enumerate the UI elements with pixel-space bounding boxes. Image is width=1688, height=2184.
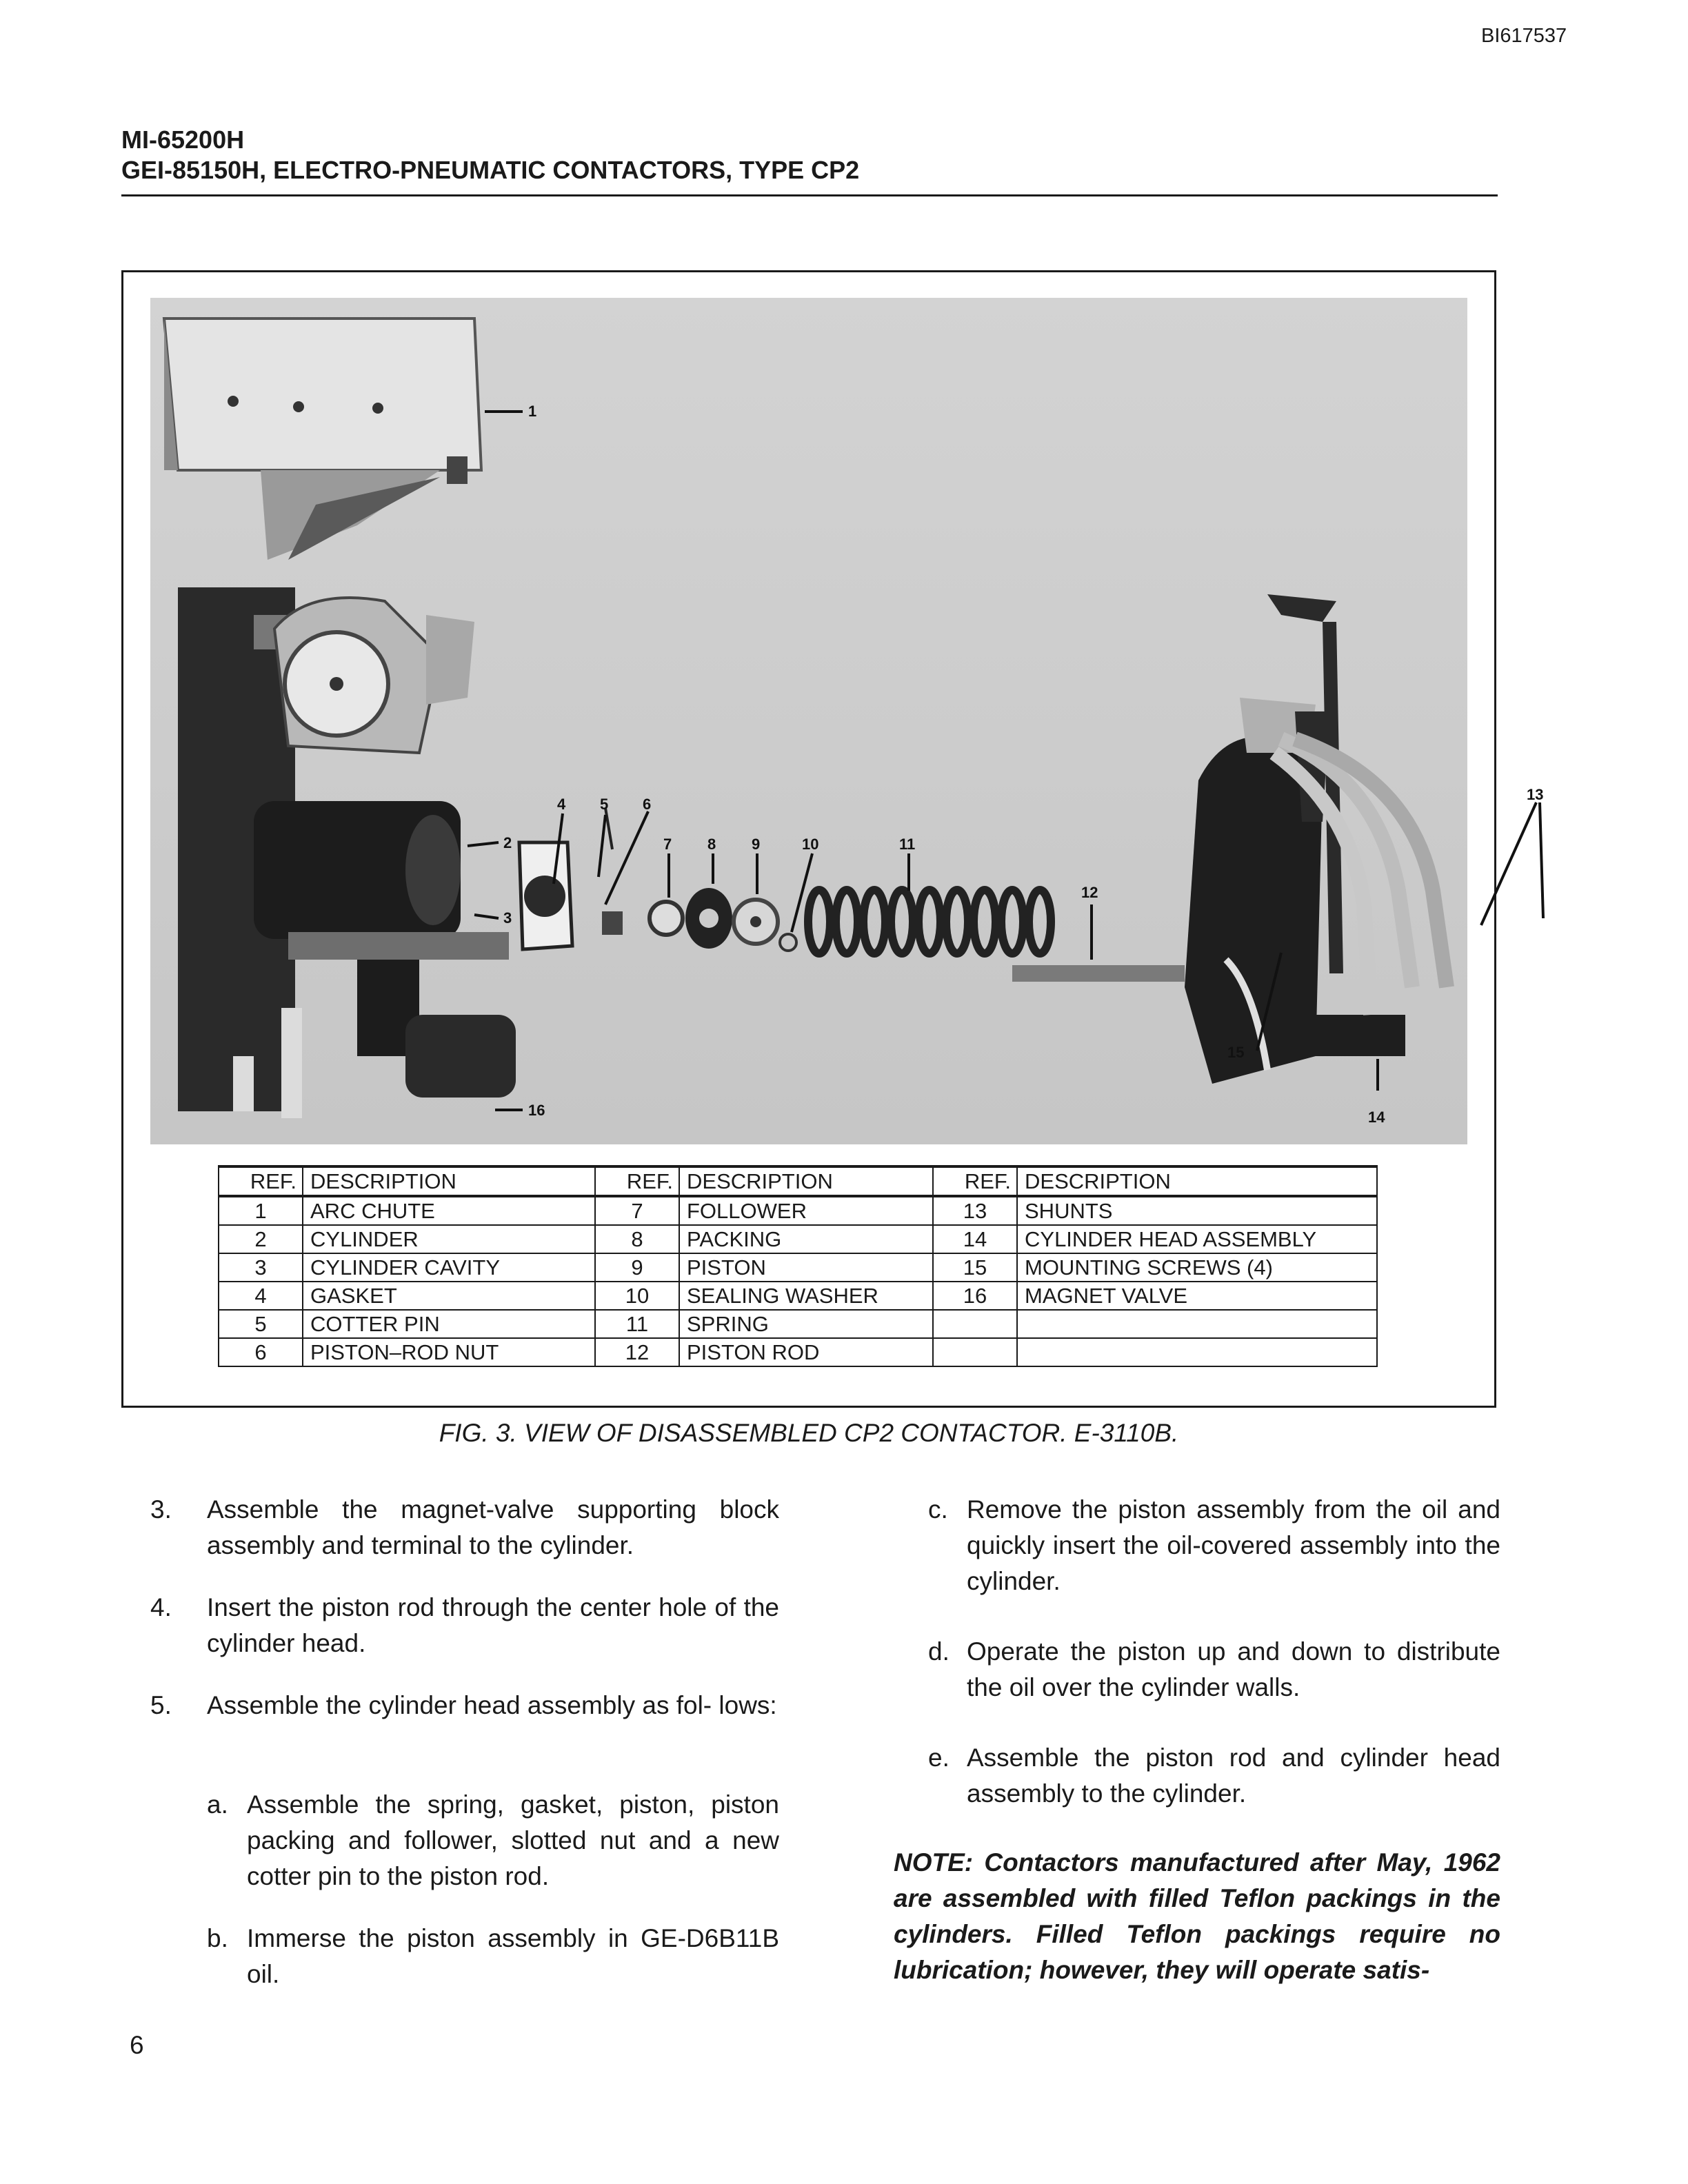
ref-cell: 1: [219, 1196, 303, 1225]
ref-cell: 15: [933, 1253, 1017, 1282]
callout-9: 9: [752, 836, 761, 853]
substep-letter: c.: [928, 1495, 948, 1524]
ref-cell: 8: [595, 1225, 679, 1253]
ref-cell: 12: [595, 1338, 679, 1366]
callout-14: 14: [1368, 1109, 1385, 1126]
substep-text: Immerse the piston assembly in GE-D6B11B oil.: [247, 1924, 779, 1988]
ref-cell: 6: [219, 1338, 303, 1366]
description-cell: SHUNTS: [1017, 1196, 1377, 1225]
callout-11: 11: [899, 836, 916, 853]
ref-cell: 16: [933, 1282, 1017, 1310]
callout-13: 13: [1527, 786, 1544, 803]
header-title: GEI-85150H, ELECTRO-PNEUMATIC CONTACTORS, TYPE CP2: [121, 156, 860, 184]
contactor-illustration: [150, 298, 1544, 1144]
gasket-shape: [519, 842, 572, 949]
ref-cell: 4: [219, 1282, 303, 1310]
description-cell: [1017, 1310, 1377, 1338]
document-id: BI617537: [1481, 25, 1567, 47]
substep-text: Remove the piston assembly from the oil and quickly insert the oil-covered assembly into the cylinder.: [967, 1495, 1500, 1595]
step-text: Insert the piston rod through the center hole of the cylinder head.: [207, 1593, 779, 1657]
description-cell: PISTON: [679, 1253, 933, 1282]
parts-table-header: [219, 1166, 1377, 1196]
callout-1: 1: [528, 403, 537, 420]
description-cell: ARC CHUTE: [303, 1196, 595, 1225]
callout-10: 10: [802, 836, 819, 853]
ref-cell: 2: [219, 1225, 303, 1253]
callout-5: 5: [600, 796, 609, 813]
ref-cell: 14: [933, 1225, 1017, 1253]
substep-text: Assemble the spring, gasket, piston, piston packing and follower, slotted nut and a new cotter pin to the piston rod.: [247, 1790, 779, 1890]
step-text: Assemble the cylinder head assembly as fol- lows:: [207, 1691, 777, 1719]
substep-text: Assemble the piston rod and cylinder head assembly to the cylinder.: [967, 1743, 1500, 1808]
substep-letter: b.: [207, 1924, 228, 1952]
figure-caption: FIG. 3. VIEW OF DISASSEMBLED CP2 CONTACTOR. E-3110B.: [439, 1419, 1179, 1447]
description-cell: FOLLOWER: [679, 1196, 933, 1225]
substep-letter: e.: [928, 1743, 950, 1772]
substep-letter: d.: [928, 1637, 950, 1666]
table-row: [219, 1282, 1377, 1310]
callout-7: 7: [663, 836, 672, 853]
col-ref: REF.: [219, 1166, 303, 1196]
callout-16: 16: [528, 1102, 545, 1119]
table-row: [219, 1338, 1377, 1366]
step-number: 3.: [150, 1495, 172, 1524]
description-cell: CYLINDER CAVITY: [303, 1253, 595, 1282]
description-cell: PISTON–ROD NUT: [303, 1338, 595, 1366]
col-ref: REF.: [595, 1166, 679, 1196]
table-row: [219, 1225, 1377, 1253]
description-cell: GASKET: [303, 1282, 595, 1310]
description-cell: PACKING: [679, 1225, 933, 1253]
page-number: 6: [130, 2031, 144, 2059]
ref-cell: 9: [595, 1253, 679, 1282]
description-cell: SPRING: [679, 1310, 933, 1338]
substep-text: Operate the piston up and down to distribute the oil over the cylinder walls.: [967, 1637, 1500, 1701]
ref-cell: [933, 1310, 1017, 1338]
ref-cell: 13: [933, 1196, 1017, 1225]
header-rule: [121, 194, 1498, 196]
col-description: DESCRIPTION: [303, 1166, 595, 1196]
ref-cell: 11: [595, 1310, 679, 1338]
parts-table: [218, 1165, 1378, 1367]
piston-rod-shape: [1012, 965, 1185, 982]
ref-cell: 7: [595, 1196, 679, 1225]
table-row: [219, 1253, 1377, 1282]
callout-3: 3: [503, 909, 512, 927]
col-ref: REF.: [933, 1166, 1017, 1196]
description-cell: MAGNET VALVE: [1017, 1282, 1377, 1310]
callout-6: 6: [643, 796, 652, 813]
col-description: DESCRIPTION: [1017, 1166, 1377, 1196]
step-number: 4.: [150, 1593, 172, 1621]
description-cell: CYLINDER HEAD ASSEMBLY: [1017, 1225, 1377, 1253]
description-cell: [1017, 1338, 1377, 1366]
figure-photo: [150, 298, 1544, 1144]
callout-12: 12: [1081, 884, 1098, 901]
callout-8: 8: [707, 836, 716, 853]
ref-cell: 5: [219, 1310, 303, 1338]
header-manual-number: MI-65200H: [121, 125, 245, 154]
description-cell: SEALING WASHER: [679, 1282, 933, 1310]
substep-letter: a.: [207, 1790, 228, 1819]
table-row: [219, 1196, 1377, 1225]
note-paragraph: NOTE: Contactors manufactured after May, 1962 are assembled with filled Teflon packings in the cylinders. Filled Teflon packings require no lubrication; however, they will operate satis-: [894, 1848, 1500, 1984]
description-cell: CYLINDER: [303, 1225, 595, 1253]
callout-4: 4: [557, 796, 566, 813]
description-cell: MOUNTING SCREWS (4): [1017, 1253, 1377, 1282]
col-description: DESCRIPTION: [679, 1166, 933, 1196]
step-text: Assemble the magnet-valve supporting block assembly and terminal to the cylinder.: [207, 1495, 779, 1559]
table-row: [219, 1310, 1377, 1338]
ref-cell: 3: [219, 1253, 303, 1282]
callout-2: 2: [503, 834, 512, 851]
description-cell: COTTER PIN: [303, 1310, 595, 1338]
description-cell: PISTON ROD: [679, 1338, 933, 1366]
callout-15: 15: [1227, 1044, 1245, 1061]
step-number: 5.: [150, 1691, 172, 1719]
ref-cell: 10: [595, 1282, 679, 1310]
ref-cell: [933, 1338, 1017, 1366]
